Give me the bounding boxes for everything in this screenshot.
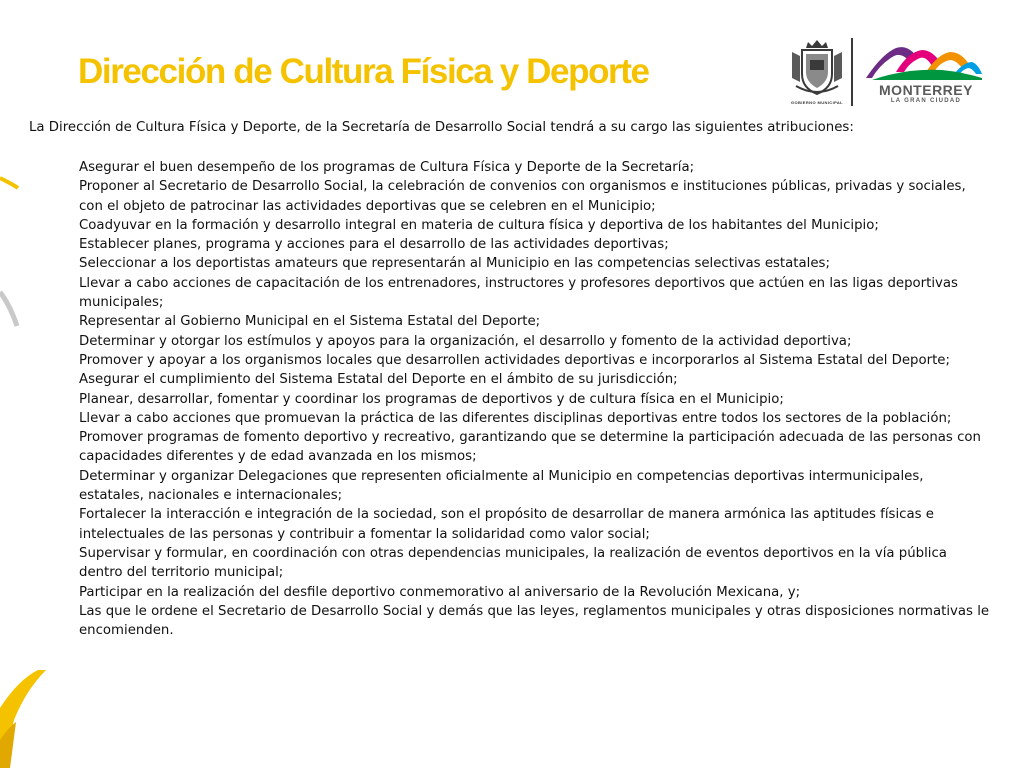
page-title: Dirección de Cultura Física y Deporte bbox=[78, 52, 649, 91]
list-item: Promover y apoyar a los organismos locales que desarrollen actividades deportivas e incorporarlos al Sistema Estatal del Deporte; bbox=[79, 352, 950, 368]
list-item: Promover programas de fomento deportivo y recreativo, garantizando que se determine la participación adecuada de las personas con capacidades diferentes y de edad avanzada en los mismos; bbox=[79, 430, 981, 465]
list-item: Determinar y otorgar los estímulos y apoyos para la organización, el desarrollo y fomento de la actividad deportiva; bbox=[79, 333, 852, 349]
list-item: Supervisar y formular, en coordinación con otras dependencias municipales, la realización de eventos deportivos en la vía pública dentro del territorio municipal; bbox=[79, 545, 947, 581]
monterrey-mountain-icon bbox=[866, 44, 982, 80]
list-item: Fortalecer la interacción e integración de la sociedad, son el propósito de desarrollar de manera armónica las aptitudes físicas e intelectuales de las personas y contribuir a fomentar la solidaridad como valor social; bbox=[79, 507, 934, 542]
city-tagline: LA GRAN CIUDAD bbox=[890, 98, 962, 104]
list-item: Asegurar el buen desempeño de los programas de Cultura Física y Deporte de la Secretaría; bbox=[79, 160, 695, 175]
logo-area bbox=[786, 38, 986, 110]
list-item: Las que le ordene el Secretario de Desarrollo Social y demás que las leyes, reglamentos municipales y otras disposiciones normativas le encomienden. bbox=[79, 603, 990, 639]
list-item: Llevar a cabo acciones de capacitación de los entrenadores, instructores y profesores deportivos que actúen en las ligas deportivas municipales; bbox=[79, 275, 958, 311]
list-item: Asegurar el cumplimiento del Sistema Estatal del Deporte en el ámbito de su jurisdicción; bbox=[79, 372, 678, 388]
list-item: Establecer planes, programa y acciones para el desarrollo de las actividades deportivas; bbox=[79, 237, 669, 253]
coat-of-arms-icon bbox=[786, 38, 848, 98]
logo-divider bbox=[851, 38, 853, 106]
municipal-caption: GOBIERNO MUNICIPAL bbox=[790, 100, 843, 105]
attributions-list bbox=[79, 158, 991, 640]
intro-text: La Dirección de Cultura Física y Deporte, de la Secretaría de Desarrollo Social tendrá a su cargo las siguientes atribuciones: bbox=[29, 120, 854, 135]
list-item: Llevar a cabo acciones que promuevan la práctica de las diferentes disciplinas deportivas entre todos los sectores de la población; bbox=[79, 410, 952, 426]
decorative-arc-graphic bbox=[0, 0, 60, 768]
list-item: Determinar y organizar Delegaciones que representen oficialmente al Municipio en competencias deportivas intermunicipales, estatales, nacionales e internacionales; bbox=[79, 468, 924, 504]
list-item: Proponer al Secretario de Desarrollo Social, la celebración de convenios con organismos e instituciones públicas, privadas y sociales, con el objeto de patrocinar las actividades deportivas que se celebren en el Municipio; bbox=[79, 179, 966, 214]
list-item: Participar en la realización del desfile deportivo conmemorativo al aniversario de la Revolución Mexicana, y; bbox=[79, 584, 801, 600]
list-item: Coadyuvar en la formación y desarrollo integral en materia de cultura física y deportiva de los habitantes del Municipio; bbox=[79, 217, 879, 233]
list-item: Seleccionar a los deportistas amateurs que representarán al Municipio en las competencias selectivas estatales; bbox=[79, 256, 830, 272]
list-item: Representar al Gobierno Municipal en el Sistema Estatal del Deporte; bbox=[79, 314, 541, 330]
list-item: Planear, desarrollar, fomentar y coordinar los programas de deportivos y de cultura física en el Municipio; bbox=[79, 391, 784, 407]
city-name: MONTERREY bbox=[879, 82, 973, 98]
